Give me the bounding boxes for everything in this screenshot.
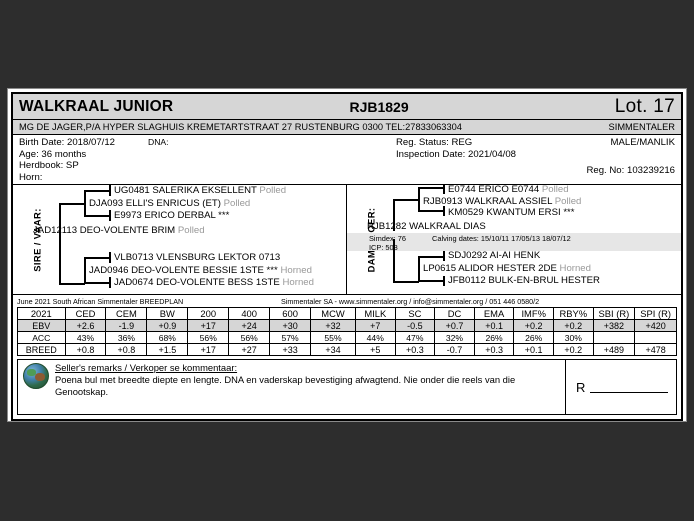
dam-gp1-sire-text: E0744 ERICO E0744: [448, 185, 540, 195]
breedplan-cell: 36%: [106, 332, 147, 344]
breedplan-cell: +34: [311, 344, 356, 356]
breedplan-col-header: 400: [229, 308, 270, 320]
breedplan-col-header: CED: [65, 308, 106, 320]
breedplan-col-header: SBI (R): [593, 308, 635, 320]
breedplan-cell: 55%: [311, 332, 356, 344]
breedplan-cell: -0.5: [395, 320, 435, 332]
breedplan-cell: +2.6: [65, 320, 106, 332]
animal-info-row: [13, 135, 681, 185]
breedplan-cell: 30%: [554, 332, 594, 344]
breedplan-cell: +27: [229, 344, 270, 356]
breedplan-col-header: 200: [188, 308, 229, 320]
sire-parent-text: JAD12113 DEO-VOLENTE BRIM: [33, 225, 176, 236]
dam-gp1-sire-tag: Polled: [541, 185, 569, 195]
sire-gp2: [89, 265, 312, 276]
breedplan-cell: 57%: [270, 332, 311, 344]
sire-gp1-tag: Polled: [223, 198, 251, 209]
sire-gp2-dam-tag: Horned: [282, 277, 314, 288]
sire-gp1: [89, 198, 250, 209]
lot-number: Lot. 17: [614, 95, 675, 117]
breedplan-col-header: 600: [270, 308, 311, 320]
dam-gp1-sire: [448, 185, 569, 195]
sire-axis-label: SIRE / VAAR:: [31, 207, 43, 272]
dna-field: DNA:: [148, 137, 169, 147]
sire-gp2-stem: [84, 257, 86, 283]
breedplan-cell: +0.7: [435, 320, 475, 332]
remarks-box: [17, 359, 677, 415]
breedplan-row: [18, 332, 677, 344]
dam-gp1-sire-tick: [443, 185, 445, 194]
remarks-body: Poena bul met breedte diepte en lengte. DNA en vaderskap bevestiging afwagtend. Nie onder die reels van die Genootskap.: [55, 374, 516, 397]
dam-branch-top: [393, 199, 419, 201]
breedplan-col-header: CEM: [106, 308, 147, 320]
breedplan-cell: +5: [355, 344, 395, 356]
dam-parent: [367, 221, 486, 232]
breedplan-cell: 56%: [188, 332, 229, 344]
breedplan-cell: +382: [593, 320, 635, 332]
sire-gp1-stem: [84, 190, 86, 216]
reg-status: Reg. Status: REG: [396, 137, 473, 148]
breedplan-cell: 43%: [65, 332, 106, 344]
animal-name: WALKRAAL JUNIOR: [19, 97, 174, 115]
breedplan-cell: -0.7: [435, 344, 475, 356]
breedplan-cell: +0.1: [514, 344, 554, 356]
pedigree-section: [13, 185, 681, 295]
reg-number: Reg. No: 103239216: [586, 165, 675, 176]
rand-symbol: R: [576, 379, 586, 395]
breedplan-caption-right: Simmentaler SA - www.simmentaler.org / info@simmentaler.org / 051 446 0580/2: [281, 296, 540, 306]
dam-gp2-stem: [418, 256, 420, 281]
dam-gp1-text: RJB0913 WALKRAAL ASSIEL: [423, 196, 553, 207]
dam-gp1-dam: [448, 207, 575, 218]
sire-gp2-text: JAD0946 DEO-VOLENTE BESSIE 1STE ***: [89, 265, 278, 276]
sire-gp2-bottom: [84, 282, 110, 284]
dam-gp1-dam-text: KM0529 KWANTUM ERSI ***: [448, 207, 575, 218]
breedplan-row: [18, 320, 677, 332]
breedplan-cell: 68%: [147, 332, 188, 344]
dam-parent-text: RJB1282 WALKRAAL DIAS: [367, 221, 486, 232]
sire-gp1-sire-text: UG0481 SALERIKA EKSELLENT: [114, 185, 257, 196]
dam-gp1-bottom: [418, 210, 444, 212]
breeder-address-bar: [13, 120, 681, 135]
sire-gp2-sire: [114, 252, 280, 263]
sire-gp1-dam: [114, 210, 229, 221]
sire-trunk-lower: [59, 243, 61, 285]
breedplan-caption: [13, 295, 681, 307]
price-blank-line[interactable]: [590, 381, 668, 393]
breedplan-row-label: BREED: [18, 344, 66, 356]
sire-gp1-sire: [114, 185, 286, 196]
remarks-main: [18, 360, 566, 414]
sire-gp1-bottom: [84, 215, 110, 217]
sire-gp1-sire-tick: [109, 185, 111, 196]
remarks-text-block: [55, 362, 561, 412]
sire-gp2-sire-tick: [109, 252, 111, 263]
animal-info-left: [13, 135, 388, 184]
breedplan-cell: +0.2: [554, 344, 594, 356]
breedplan-cell: 32%: [435, 332, 475, 344]
sire-gp1-dam-tick: [109, 210, 111, 221]
dam-simdex: Simdex: 76: [369, 234, 406, 243]
breedplan-cell: +0.1: [474, 320, 514, 332]
animal-info-right: [388, 135, 681, 184]
dam-gp2-top: [418, 256, 444, 258]
sire-parent: [33, 225, 205, 236]
breed-name: SIMMENTALER: [608, 122, 675, 132]
dam-gp1-stem: [418, 187, 420, 211]
breedplan-col-header: MCW: [311, 308, 356, 320]
sire-gp2-dam-text: JAD0674 DEO-VOLENTE BESS 1STE: [114, 277, 280, 288]
sire-branch-top: [59, 203, 85, 205]
inspection-date: Inspection Date: 2021/04/08: [396, 149, 517, 160]
dam-gp1-top: [418, 187, 444, 189]
dam-gp2-bottom: [418, 280, 444, 282]
breedplan-cell: +489: [593, 344, 635, 356]
breedplan-col-header: RBY%: [554, 308, 594, 320]
breedplan-cell: +478: [635, 344, 677, 356]
breedplan-row-label: ACC: [18, 332, 66, 344]
sire-gp1-text: DJA093 ELLI'S ENRICUS (ET): [89, 198, 221, 209]
breedplan-cell: +1.5: [147, 344, 188, 356]
breedplan-col-header: MILK: [355, 308, 395, 320]
breedplan-cell: +0.3: [474, 344, 514, 356]
breedplan-cell: 26%: [474, 332, 514, 344]
catalogue-page: [7, 88, 687, 422]
breedplan-cell: +33: [270, 344, 311, 356]
sire-gp2-tag: Horned: [280, 265, 312, 276]
breedplan-cell: +17: [188, 320, 229, 332]
dam-gp2-dam: [448, 275, 600, 286]
sire-pedigree: [13, 185, 347, 294]
breedplan-cell: +0.2: [514, 320, 554, 332]
breedplan-cell: +0.2: [554, 320, 594, 332]
dam-gp1: [423, 196, 581, 207]
dam-calving-dates: Calving dates: 15/10/11 17/05/13 18/07/12: [432, 234, 571, 243]
breedplan-cell: +30: [270, 320, 311, 332]
breedplan-cell: 47%: [395, 332, 435, 344]
animal-entry-sheet: [11, 92, 683, 421]
dam-pedigree: [347, 185, 681, 294]
breedplan-cell: [635, 332, 677, 344]
breedplan-cell: +0.8: [65, 344, 106, 356]
breedplan-cell: +0.3: [395, 344, 435, 356]
breedplan-row-label: EBV: [18, 320, 66, 332]
dam-gp2-sire: [448, 250, 540, 261]
sire-gp2-sire-text: VLB0713 VLENSBURG LEKTOR 0713: [114, 252, 281, 263]
dam-gp1-dam-tick: [443, 206, 445, 216]
sire-gp2-dam: [114, 277, 314, 288]
breedplan-caption-left: June 2021 South African Simmentaler BREEDPLAN: [17, 296, 184, 306]
dam-gp2: [423, 263, 591, 274]
title-bar: [13, 94, 681, 120]
dam-gp2-dam-tick: [443, 276, 445, 286]
dam-gp1-tag: Polled: [554, 196, 582, 207]
breedplan-cell: +0.9: [147, 320, 188, 332]
sire-branch-bottom: [59, 283, 85, 285]
dam-icp: ICP: 503: [369, 243, 398, 252]
breedplan-cell: +24: [229, 320, 270, 332]
dam-gp2-sire-tick: [443, 251, 445, 261]
breedplan-cell: +7: [355, 320, 395, 332]
breedplan-cell: 56%: [229, 332, 270, 344]
birth-date: Birth Date: 2018/07/12: [19, 137, 116, 148]
breeder-address: MG DE JAGER,P/A HYPER SLAGHUIS KREMETARTSTRAAT 27 RUSTENBURG 0300 TEL:27833063304: [19, 122, 462, 132]
dam-gp2-text: LP0615 ALIDOR HESTER 2DE: [423, 263, 557, 274]
breedplan-col-header: DC: [435, 308, 475, 320]
breedplan-cell: +17: [188, 344, 229, 356]
breedplan-col-header: EMA: [474, 308, 514, 320]
breedplan-col-header: SPI (R): [635, 308, 677, 320]
breedplan-cell: 26%: [514, 332, 554, 344]
breedplan-table: [17, 307, 677, 356]
registration-code: RJB1829: [349, 98, 409, 115]
sire-gp2-top: [84, 257, 110, 259]
breedplan-col-header: IMF%: [514, 308, 554, 320]
sire-gp1-sire-tag: Polled: [259, 185, 287, 196]
remarks-title: Seller's remarks / Verkoper se kommentaar:: [55, 362, 238, 373]
breedplan-header-row: [18, 308, 677, 320]
breedplan-cell: -1.9: [106, 320, 147, 332]
breedplan-cell: +0.8: [106, 344, 147, 356]
dam-branch-bottom: [393, 281, 419, 283]
breedplan-cell: +420: [635, 320, 677, 332]
breedplan-row: [18, 344, 677, 356]
society-logo-icon: [23, 363, 49, 389]
sire-trunk-upper: [59, 203, 61, 245]
sire-parent-tag: Polled: [177, 225, 205, 236]
breedplan-cell: 44%: [355, 332, 395, 344]
dam-gp2-tag: Horned: [559, 263, 591, 274]
dam-gp2-dam-text: JFB0112 BULK-EN-BRUL HESTER: [448, 275, 600, 286]
sire-gp1-top: [84, 190, 110, 192]
breedplan-col-header: SC: [395, 308, 435, 320]
breedplan-col-header: 2021: [18, 308, 66, 320]
breedplan-cell: +32: [311, 320, 356, 332]
sex: MALE/MANLIK: [610, 137, 675, 148]
herdbook: Herdbook: SP: [19, 160, 79, 171]
age: Age: 36 months: [19, 148, 87, 160]
sire-gp1-dam-text: E9973 ERICO DERBAL ***: [114, 210, 230, 221]
sire-gp2-dam-tick: [109, 277, 111, 288]
price-field[interactable]: [566, 360, 676, 414]
horn-status: Horn:: [19, 171, 43, 183]
breedplan-cell: [593, 332, 635, 344]
dam-gp2-sire-text: SDJ0292 AI-AI HENK: [448, 250, 541, 261]
breedplan-col-header: BW: [147, 308, 188, 320]
